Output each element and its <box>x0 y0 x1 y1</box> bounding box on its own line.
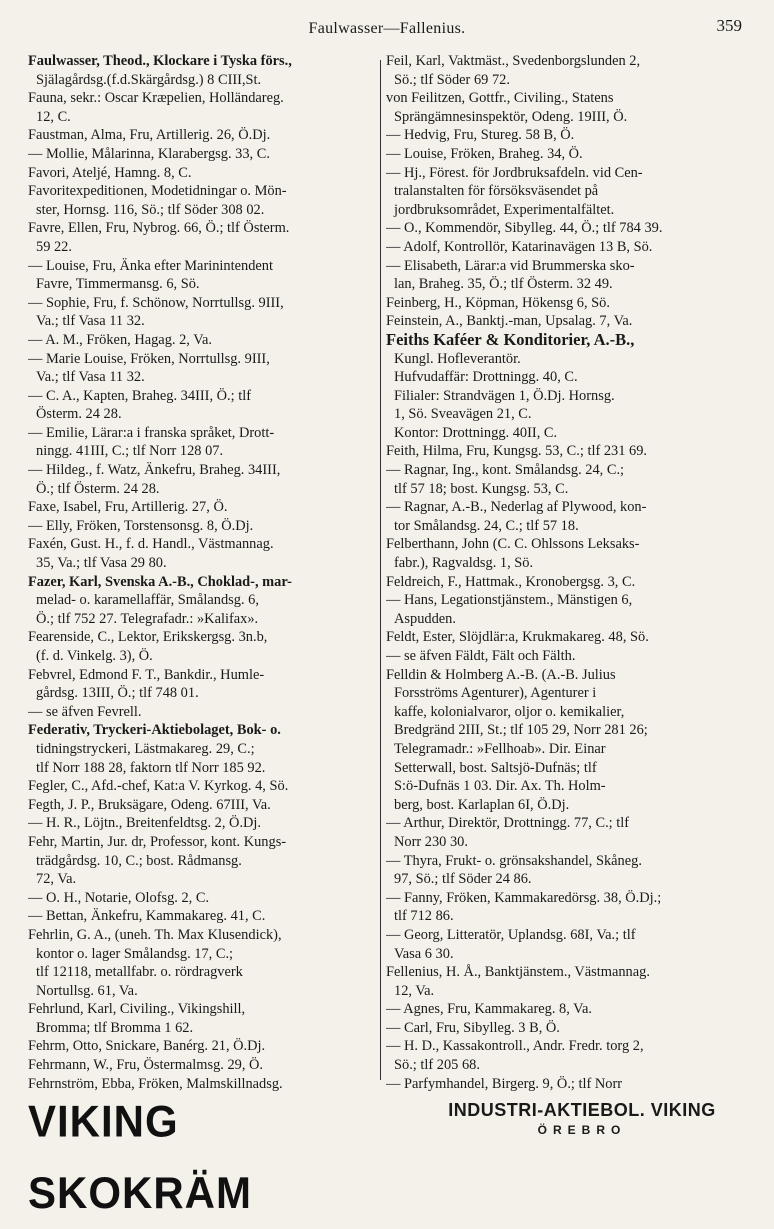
directory-entry: — C. A., Kapten, Braheg. 34III, Ö.; tlf <box>28 387 252 404</box>
directory-entry: Feldt, Ester, Slöjdlär:a, Krukmakareg. 48, Sö. <box>386 629 649 646</box>
directory-entry: Fehrm, Otto, Snickare, Banérg. 21, Ö.Dj. <box>28 1038 266 1055</box>
right-column <box>386 52 746 1092</box>
entry-continuation: jordbruksområdet, Experimentalfältet. <box>394 201 615 218</box>
directory-entry: — Ragnar, A.-B., Nederlag af Plywood, kon- <box>386 499 647 516</box>
entry-continuation: Nortullsg. 61, Va. <box>36 982 138 999</box>
directory-entry: Fehrnström, Ebba, Fröken, Malmskillnadsg. <box>28 1075 283 1092</box>
entry-continuation: Bredgränd 2III, St.; tlf 105 29, Norr 281 26; <box>394 722 648 739</box>
directory-entry: — Louise, Fröken, Braheg. 34, Ö. <box>386 145 583 162</box>
directory-entry: — se äfven Fevrell. <box>28 703 142 720</box>
directory-entry: — se äfven Fäldt, Fält och Fälth. <box>386 648 576 664</box>
entry-continuation: trädgårdsg. 10, C.; bost. Rådmansg. <box>36 852 242 869</box>
entry-continuation: Ö.; tlf Österm. 24 28. <box>36 480 160 497</box>
entry-continuation: Kontor: Drottningg. 40II, C. <box>394 424 558 441</box>
entry-continuation: tor Smålandsg. 24, C.; tlf 57 18. <box>394 517 579 534</box>
entry-continuation: (f. d. Vinkelg. 3), Ö. <box>36 648 153 664</box>
viking-ad-text <box>412 1100 752 1137</box>
entry-continuation: Va.; tlf Vasa 11 32. <box>36 369 145 386</box>
directory-entry: — Fanny, Fröken, Kammakaredörsg. 38, Ö.Dj.; <box>386 889 662 906</box>
entry-continuation: Aspudden. <box>394 610 456 627</box>
directory-entry: — Hedvig, Fru, Stureg. 58 B, Ö. <box>386 127 575 144</box>
entry-continuation: melad- o. karamellaffär, Smålandsg. 6, <box>36 592 259 609</box>
directory-entry: — O., Kommendör, Sibylleg. 44, Ö.; tlf 784 39. <box>386 220 663 237</box>
directory-entry: Faxe, Isabel, Fru, Artillerig. 27, Ö. <box>28 499 228 516</box>
directory-entry: — Thyra, Frukt- o. grönsakshandel, Skåneg. <box>386 852 642 869</box>
directory-entry: Faustman, Alma, Fru, Artillerig. 26, Ö.Dj. <box>28 127 271 144</box>
directory-entry: Favre, Ellen, Fru, Nybrog. 66, Ö.; tlf Österm. <box>28 220 290 237</box>
directory-entry: Federativ, Tryckeri-Aktiebolaget, Bok- o. <box>28 722 281 739</box>
entry-continuation: tralanstalten för försöksväsendet på <box>394 183 599 200</box>
directory-entry: Febvrel, Edmond F. T., Bankdir., Humle- <box>28 666 265 683</box>
directory-entry: — Adolf, Kontrollör, Katarinavägen 13 B, Sö. <box>386 238 653 255</box>
directory-entry: Fehr, Martin, Jur. dr, Professor, kont. Kungs- <box>28 833 287 850</box>
directory-entry: — H. R., Löjtn., Breitenfeldtsg. 2, Ö.Dj. <box>28 815 262 832</box>
ad-city-line: ÖREBRO <box>537 1123 627 1137</box>
directory-entry: Fellenius, H. Å., Banktjänstem., Västmannag. <box>386 964 650 981</box>
running-title: Faulwasser—Fallenius. <box>308 20 466 37</box>
directory-entry: Fehrmann, W., Fru, Östermalmsg. 29, Ö. <box>28 1057 264 1074</box>
entry-continuation: Kungl. Hofleverantör. <box>394 350 521 367</box>
directory-entry: — Elly, Fröken, Torstensonsg. 8, Ö.Dj. <box>28 517 254 534</box>
page-header <box>0 16 774 46</box>
entry-continuation: fabr.), Ragvaldsg. 1, Sö. <box>394 555 534 572</box>
entry-continuation: lan, Braheg. 35, Ö.; tlf Österm. 32 49. <box>394 276 613 293</box>
directory-entry: Felberthann, John (C. C. Ohlssons Leksaks- <box>386 536 640 553</box>
entry-continuation: Vasa 6 30. <box>394 945 454 962</box>
entry-continuation: Sö.; tlf Söder 69 72. <box>394 71 510 88</box>
directory-entry: Feil, Karl, Vaktmäst., Svedenborgslunden 2, <box>386 53 641 69</box>
entry-continuation: berg, bost. Karlaplan 6I, Ö.Dj. <box>394 796 570 813</box>
entry-continuation: Ö.; tlf 752 27. Telegrafadr.: »Kalifax». <box>36 610 259 627</box>
directory-entry: — O. H., Notarie, Olofsg. 2, C. <box>28 889 210 906</box>
entry-continuation: Setterwall, bost. Saltsjö-Dufnäs; tlf <box>394 759 597 776</box>
entry-continuation: tlf 12118, metallfabr. o. rördragverk <box>36 964 243 981</box>
directory-entry: Fegth, J. P., Bruksägare, Odeng. 67III, Va. <box>28 796 271 813</box>
entry-continuation: Österm. 24 28. <box>36 406 122 423</box>
directory-entry: — Carl, Fru, Sibylleg. 3 B, Ö. <box>386 1019 560 1036</box>
entry-continuation: tlf 57 18; bost. Kungsg. 53, C. <box>394 480 569 497</box>
directory-entry: — Hj., Förest. för Jordbruksafdeln. vid Cen- <box>386 164 643 181</box>
directory-entry: Feinberg, H., Köpman, Hökensg 6, Sö. <box>386 294 610 311</box>
entry-continuation: Forsströms Agenturer), Agenturer i <box>394 685 597 702</box>
entry-continuation: tlf Norr 188 28, faktorn tlf Norr 185 92. <box>36 759 266 776</box>
directory-entry: Felldin & Holmberg A.-B. (A.-B. Julius <box>386 666 616 683</box>
directory-entry: Favori, Ateljé, Hamng. 8, C. <box>28 164 192 181</box>
directory-entry: Fehrlin, G. A., (uneh. Th. Max Klusendick), <box>28 926 282 943</box>
directory-entry: — Agnes, Fru, Kammakareg. 8, Va. <box>386 1001 592 1018</box>
viking-skokram-banner: VIKING SKOKRÄM <box>28 1096 252 1218</box>
entry-continuation: Sprängämnesinspektör, Odeng. 19III, Ö. <box>394 108 628 125</box>
directory-entry: Favoritexpeditionen, Modetidningar o. Mön- <box>28 183 287 200</box>
entry-continuation: Norr 230 30. <box>394 833 468 850</box>
entry-continuation: Bromma; tlf Bromma 1 62. <box>36 1019 194 1036</box>
entry-continuation: gårdsg. 13III, Ö.; tlf 748 01. <box>36 685 199 702</box>
directory-entry: Faulwasser, Theod., Klockare i Tyska förs., <box>28 53 292 69</box>
directory-entry: — Hildeg., f. Watz, Änkefru, Braheg. 34III, <box>28 462 281 479</box>
entry-continuation: 72, Va. <box>36 871 77 888</box>
entry-continuation: ster, Hornsg. 116, Sö.; tlf Söder 308 02. <box>36 201 265 218</box>
directory-entry: Feith, Hilma, Fru, Kungsg. 53, C.; tlf 231 69. <box>386 443 648 460</box>
directory-entry: — Georg, Litteratör, Uplandsg. 68I, Va.; tlf <box>386 926 636 943</box>
directory-entry: — H. D., Kassakontroll., Andr. Fredr. torg 2, <box>386 1038 644 1055</box>
entry-continuation: 12, Va. <box>394 982 435 999</box>
directory-entry: Feldreich, F., Hattmak., Kronobergsg. 3, C. <box>386 573 636 590</box>
entry-continuation: Filialer: Strandvägen 1, Ö.Dj. Hornsg. <box>394 387 615 404</box>
directory-entry: von Feilitzen, Gottfr., Civiling., Statens <box>386 90 614 107</box>
directory-entry: — Hans, Legationstjänstem., Mänstigen 6, <box>386 592 633 609</box>
directory-entry: Fegler, C., Afd.-chef, Kat:a V. Kyrkog. 4, Sö. <box>28 778 289 795</box>
entry-continuation: kaffe, kolonialvaror, oljor o. kemikalier, <box>394 703 625 720</box>
entry-continuation: 97, Sö.; tlf Söder 24 86. <box>394 871 532 888</box>
entry-continuation: Hufvudaffär: Drottningg. 40, C. <box>394 369 578 386</box>
footer-advertisement <box>28 1088 748 1218</box>
ad-company-line: INDUSTRI-AKTIEBOL. VIKING <box>448 1100 716 1120</box>
directory-entry: Faxén, Gust. H., f. d. Handl., Västmannag. <box>28 536 274 553</box>
entry-continuation: 12, C. <box>36 108 71 125</box>
directory-entry: — Parfymhandel, Birgerg. 9, Ö.; tlf Norr <box>386 1075 623 1092</box>
entry-continuation: Va.; tlf Vasa 11 32. <box>36 313 145 330</box>
column-divider <box>380 60 381 1080</box>
directory-entry: — Arthur, Direktör, Drottningg. 77, C.; tlf <box>386 815 630 832</box>
directory-entry: Fauna, sekr.: Oscar Kræpelien, Holländareg. <box>28 90 284 107</box>
entry-continuation: 35, Va.; tlf Vasa 29 80. <box>36 555 167 572</box>
directory-entry: — Ragnar, Ing., kont. Smålandsg. 24, C.; <box>386 462 625 479</box>
directory-entry: — A. M., Fröken, Hagag. 2, Va. <box>28 331 212 348</box>
entry-continuation: Sö.; tlf 205 68. <box>394 1057 480 1074</box>
directory-entry: — Emilie, Lärar:a i franska språket, Drott- <box>28 424 275 441</box>
directory-entry: — Sophie, Fru, f. Schönow, Norrtullsg. 9III, <box>28 294 284 311</box>
entry-continuation: S:ö-Dufnäs 1 03. Dir. Ax. Th. Holm- <box>394 778 606 795</box>
entry-continuation: 1, Sö. Sveavägen 21, C. <box>394 406 532 423</box>
page-number: 359 <box>716 16 742 35</box>
entry-continuation: ningg. 41III, C.; tlf Norr 128 07. <box>36 443 224 460</box>
directory-entry: Feinstein, A., Banktj.-man, Upsalag. 7, Va. <box>386 313 633 330</box>
directory-entry: Fazer, Karl, Svenska A.-B., Choklad-, mar- <box>28 573 292 590</box>
directory-entry: Fearenside, C., Lektor, Erikskergsg. 3n.b, <box>28 629 268 646</box>
entry-continuation: Favre, Timmermansg. 6, Sö. <box>36 276 200 293</box>
directory-entry: — Marie Louise, Fröken, Norrtullsg. 9III, <box>28 350 270 367</box>
directory-entry: — Mollie, Målarinna, Klarabergsg. 33, C. <box>28 145 270 162</box>
entry-continuation: kontor o. lager Smålandsg. 17, C.; <box>36 945 234 962</box>
directory-entry: Feiths Kaféer & Konditorier, A.-B., <box>386 330 635 349</box>
left-column <box>28 52 383 1092</box>
entry-continuation: tidningstryckeri, Lästmakareg. 29, C.; <box>36 740 255 757</box>
entry-continuation: Telegramadr.: »Fellhoab». Dir. Einar <box>394 740 606 757</box>
directory-entry: — Bettan, Änkefru, Kammakareg. 41, C. <box>28 908 266 925</box>
directory-entry: Fehrlund, Karl, Civiling., Vikingshill, <box>28 1001 246 1018</box>
directory-entry: — Louise, Fru, Änka efter Marinintendent <box>28 257 273 274</box>
directory-entry: — Elisabeth, Lärar:a vid Brummerska sko- <box>386 257 635 274</box>
entry-continuation: 59 22. <box>36 238 72 255</box>
entry-continuation: Själagårdsg.(f.d.Skärgårdsg.) 8 CIII,St. <box>36 71 262 88</box>
entry-continuation: tlf 712 86. <box>394 908 454 925</box>
